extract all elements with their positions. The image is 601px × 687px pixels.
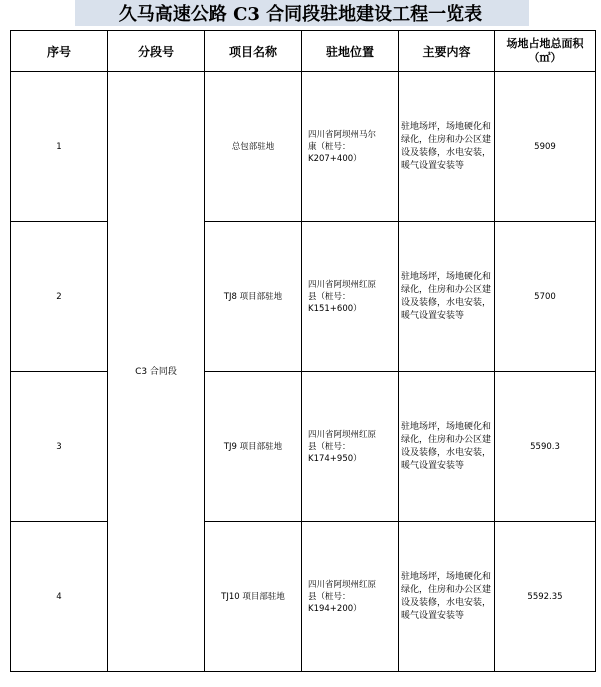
header-area-label: 场地占地总面积 [506,37,584,50]
location-line: 四川省阿坝州马尔 [308,129,377,140]
header-no: 序号 [11,31,108,72]
location-line: K207+400） [308,153,362,164]
header-area-unit: （㎡） [528,51,562,64]
table-row [11,222,596,372]
table-row [11,522,596,672]
cell-project: TJ10 项目部驻地 [205,522,302,672]
cell-content: 驻地场坪，场地硬化和绿化，住房和办公区建设及装修，水电安装，暖气设置安装等 [399,522,495,672]
cell-area: 5700 [495,222,596,372]
location-line: 县（桩号： [308,591,351,602]
cell-location [302,522,399,672]
location-line: 四川省阿坝州红原 [308,579,377,590]
header-row [11,31,596,72]
header-area [495,31,596,72]
cell-area: 5909 [495,72,596,222]
location-line: K174+950） [308,453,362,464]
location-line: 县（桩号： [308,291,351,302]
cell-no: 4 [11,522,108,672]
cell-no: 1 [11,72,108,222]
header-project: 项目名称 [205,31,302,72]
cell-project: 总包部驻地 [205,72,302,222]
cell-content: 驻地场坪，场地硬化和绿化，住房和办公区建设及装修，水电安装，暖气设置安装等 [399,222,495,372]
location-line: 四川省阿坝州红原 [308,429,377,440]
cell-location [302,372,399,522]
cell-content: 驻地场坪，场地硬化和绿化，住房和办公区建设及装修，水电安装，暖气设置安装等 [399,372,495,522]
table-row [11,72,596,222]
header-location: 驻地位置 [302,31,399,72]
table-row [11,372,596,522]
cell-area: 5590.3 [495,372,596,522]
cell-project: TJ8 项目部驻地 [205,222,302,372]
location-line: 四川省阿坝州红原 [308,279,377,290]
location-line: K151+600） [308,303,362,314]
location-line: 康（桩号： [308,141,351,152]
cell-content: 驻地场坪，场地硬化和绿化，住房和办公区建设及装修，水电安装，暖气设置安装等 [399,72,495,222]
page-title: 久马高速公路 C3 合同段驻地建设工程一览表 [118,4,483,25]
cell-area: 5592.35 [495,522,596,672]
cell-no: 2 [11,222,108,372]
cell-location [302,222,399,372]
cell-project: TJ9 项目部驻地 [205,372,302,522]
location-line: 县（桩号： [308,441,351,452]
cell-location [302,72,399,222]
location-line: K194+200） [308,603,362,614]
site-table [10,30,596,672]
header-section: 分段号 [108,31,205,72]
cell-no: 3 [11,372,108,522]
cell-section: C3 合同段 [108,72,205,672]
header-content: 主要内容 [399,31,495,72]
